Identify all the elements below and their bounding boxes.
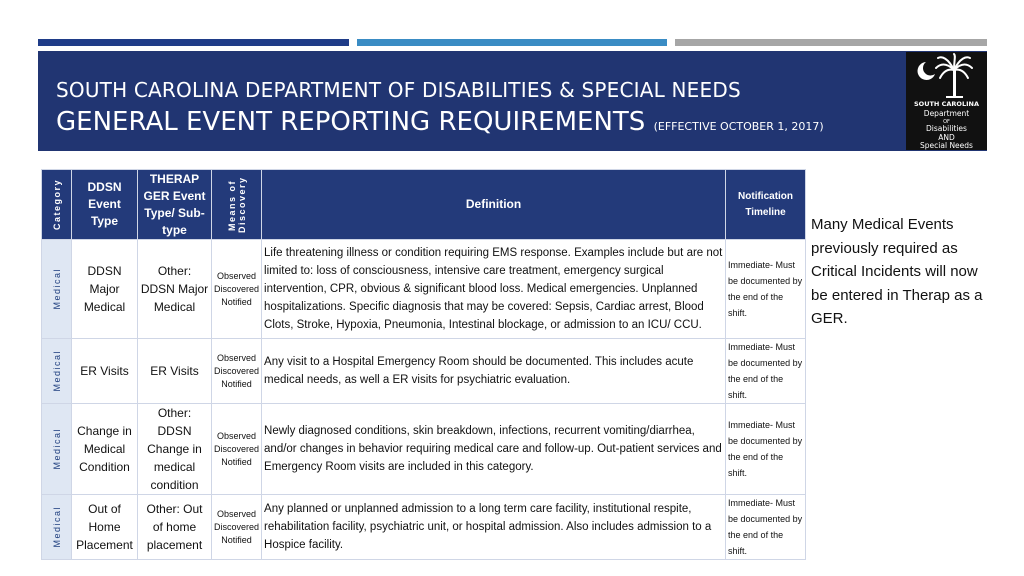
row-category: Medical	[42, 404, 72, 495]
row-notification: Immediate- Must be documented by the end of the shift.	[726, 339, 806, 404]
header-category: Category	[42, 170, 72, 240]
row-definition: Life threatening illness or condition requiring EMS response. Examples include but are not limited to: loss of consciousness, intensive care treatment, emergency surgical intervention, CPR, obvious & significant blood loss. Medical emergencies. Unplanned hospitalizations. Specific diagnosis that may be covered: Sepsis, Cardiac arrest, Blood Clots, Stroke, Hypoxia, Pneumonia, Intestinal blockage, or admission to an ICU/ CCU.	[262, 240, 726, 339]
header-subtype: THERAP GER Event Type/ Sub-type	[138, 170, 212, 240]
row-event-type: Out of Home Placement	[72, 495, 138, 560]
row-means: Observed Discovered Notified	[212, 339, 262, 404]
row-category: Medical	[42, 495, 72, 560]
ger-requirements-table	[41, 169, 806, 560]
palmetto-moon-icon	[906, 52, 987, 100]
logo-text-4: Disabilities	[926, 124, 967, 133]
row-category: Medical	[42, 339, 72, 404]
row-notification: Immediate- Must be documented by the end of the shift.	[726, 495, 806, 560]
logo-text-1: SOUTH CAROLINA	[914, 100, 979, 108]
logo-text-5: AND	[938, 133, 955, 142]
side-note: Many Medical Events previously required as Critical Incidents will now be entered in Therap as a GER.	[811, 216, 983, 327]
logo-text-3: OF	[943, 119, 950, 125]
title-line-2	[56, 107, 824, 137]
header-means: Means of Discovery	[212, 170, 262, 240]
row-event-type: Change in Medical Condition	[72, 404, 138, 495]
row-subtype: ER Visits	[138, 339, 212, 404]
logo-text-2: Department	[923, 109, 970, 118]
table-row	[42, 339, 806, 404]
row-subtype: Other: DDSN Major Medical	[138, 240, 212, 339]
top-accent-bar-2	[357, 39, 667, 46]
row-subtype: Other: Out of home placement	[138, 495, 212, 560]
row-notification: Immediate- Must be documented by the end of the shift.	[726, 404, 806, 495]
row-event-type: ER Visits	[72, 339, 138, 404]
row-means: Observed Discovered Notified	[212, 240, 262, 339]
row-definition: Newly diagnosed conditions, skin breakdown, infections, recurrent vomiting/diarrhea, and/or changes in behavior requiring medical care and follow-up. Out-patient services and Emergency Room visits are included in this category.	[262, 404, 726, 495]
ddsn-logo	[906, 52, 987, 150]
row-event-type: DDSN Major Medical	[72, 240, 138, 339]
table-row	[42, 404, 806, 495]
row-means: Observed Discovered Notified	[212, 404, 262, 495]
effective-date: (EFFECTIVE OCTOBER 1, 2017)	[653, 120, 824, 133]
top-accent-bar-1	[38, 39, 349, 46]
title-line-1: SOUTH CAROLINA DEPARTMENT OF DISABILITIES & SPECIAL NEEDS	[56, 78, 741, 102]
table-row	[42, 240, 806, 339]
header-event-type: DDSN Event Type	[72, 170, 138, 240]
header-definition: Definition	[262, 170, 726, 240]
row-definition: Any visit to a Hospital Emergency Room should be documented. This includes acute medical needs, as well a ER visits for psychiatric evaluation.	[262, 339, 726, 404]
header-notification: Notification Timeline	[726, 170, 806, 240]
row-notification: Immediate- Must be documented by the end of the shift.	[726, 240, 806, 339]
logo-text-6: Special Needs	[920, 141, 973, 150]
row-means: Observed Discovered Notified	[212, 495, 262, 560]
row-category: Medical	[42, 240, 72, 339]
row-subtype: Other: DDSN Change in medical condition	[138, 404, 212, 495]
row-definition: Any planned or unplanned admission to a long term care facility, institutional respite, rehabilitation facility, psychiatric unit, or hospital admission. Also includes admission to a Hospice facility.	[262, 495, 726, 560]
top-accent-bar-3	[675, 39, 987, 46]
title-main: GENERAL EVENT REPORTING REQUIREMENTS	[56, 107, 646, 137]
table-row	[42, 495, 806, 560]
